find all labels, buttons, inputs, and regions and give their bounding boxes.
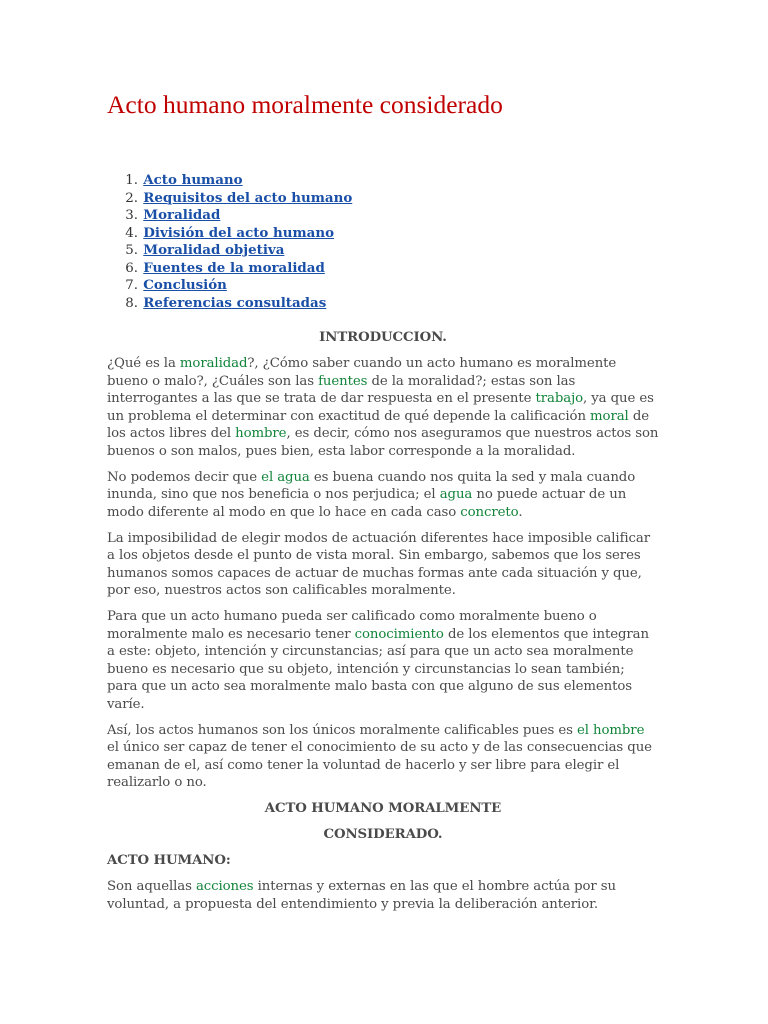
toc-item [107,242,352,260]
link-agua[interactable]: agua [439,487,473,502]
link-moralidad[interactable]: moralidad [179,356,248,371]
toc-link-referencias[interactable]: Referencias consultadas [143,294,327,311]
toc-link-fuentes[interactable]: Fuentes de la moralidad [143,259,325,276]
toc-link-conclusion[interactable]: Conclusión [143,277,227,293]
section-heading-line-1: ACTO HUMANO MORALMENTE [264,801,502,816]
toc-number: 7. [125,278,138,293]
toc-link-acto-humano[interactable]: Acto humano [143,172,243,188]
toc-item [107,295,352,313]
toc-link-division[interactable]: División del acto humano [143,224,335,241]
link-moral[interactable]: moral [590,408,629,424]
article-body [107,329,659,922]
page-title: Acto humano moralmente considerado [107,90,503,119]
paragraph-calificables: Así, los actos humanos son los únicos moralmente calificables pues es el hombre el único ser capaz de tener el conocimiento de su acto y de las consecuencias que emanan de el, así como tener la voluntad de hacerlo y ser libre para elegir el realizarlo o no. [107,722,652,790]
table-of-contents [107,172,352,312]
toc-item [107,260,352,278]
section-heading-line-2: CONSIDERADO. [323,827,443,842]
toc-number: 4. [125,225,138,241]
paragraph-agua: No podemos decir que el agua es buena cuando nos quita la sed y mala cuando inunda, sino que nos beneficia o nos perjudica; el agua no puede actuar de un modo diferente al modo en que lo hace en cada caso concreto. [107,469,636,520]
link-trabajo[interactable]: trabajo [535,391,583,406]
link-el-agua[interactable]: el agua [261,469,310,485]
toc-link-requisitos[interactable]: Requisitos del acto humano [143,189,353,206]
paragraph-acciones: Son aquellas acciones internas y externas en las que el hombre actúa por su voluntad, a propuesta del entendimiento y previa la deliberación anterior. [107,879,616,912]
toc-item [107,172,352,190]
toc-item [107,207,352,225]
paragraph-intro: ¿Qué es la moralidad?, ¿Cómo saber cuando un acto humano es moralmente bueno o malo?, ¿Cuáles son las fuentes de la moralidad?; estas son las interrogantes a las que se trata de dar respuesta en el presente trabajo, ya que es un problema el determinar con exactitud de qué depende la calificación moral de los actos libres del hombre, es decir, cómo nos aseguramos que nuestros actos son buenos o son malos, pues bien, esta labor corresponde a la moralidad. [107,356,659,459]
toc-item [107,225,352,243]
toc-number: 5. [125,243,138,258]
toc-number: 6. [125,260,138,276]
link-el-hombre[interactable]: el hombre [576,722,645,738]
subheading-acto-humano: ACTO HUMANO: [107,853,231,868]
link-hombre[interactable]: hombre [235,426,287,441]
paragraph-imposibilidad: La imposibilidad de elegir modos de actuación diferentes hace imposible calificar a los objetos desde el punto de vista moral. Sin embargo, sabemos que los seres humanos somos capaces de actuar de muchas formas ante cada situación y que, por eso, nuestros actos son calificables moralmente. [107,530,650,598]
paragraph-calificado: Para que un acto humano pueda ser calificado como moralmente bueno o moralmente malo es necesario tener conocimiento de los elementos que integran a este: objeto, intención y circunstancias; así para que un acto sea moralmente bueno es necesario que su objeto, intención y circunstancias lo sean también; para que un acto sea moralmente malo basta con que alguno de sus elementos varíe. [107,609,649,712]
toc-link-moralidad-objetiva[interactable]: Moralidad objetiva [143,242,285,258]
link-fuentes[interactable]: fuentes [318,373,368,389]
toc-number: 8. [125,295,138,311]
link-concreto[interactable]: concreto [460,504,519,520]
intro-heading: INTRODUCCION. [319,330,447,345]
link-acciones[interactable]: acciones [195,879,254,894]
toc-number: 3. [125,208,138,223]
link-conocimiento[interactable]: conocimiento [354,626,444,642]
toc-number: 1. [125,173,138,188]
toc-item [107,277,352,295]
toc-number: 2. [125,190,138,206]
toc-item [107,190,352,208]
toc-link-moralidad[interactable]: Moralidad [143,207,221,223]
